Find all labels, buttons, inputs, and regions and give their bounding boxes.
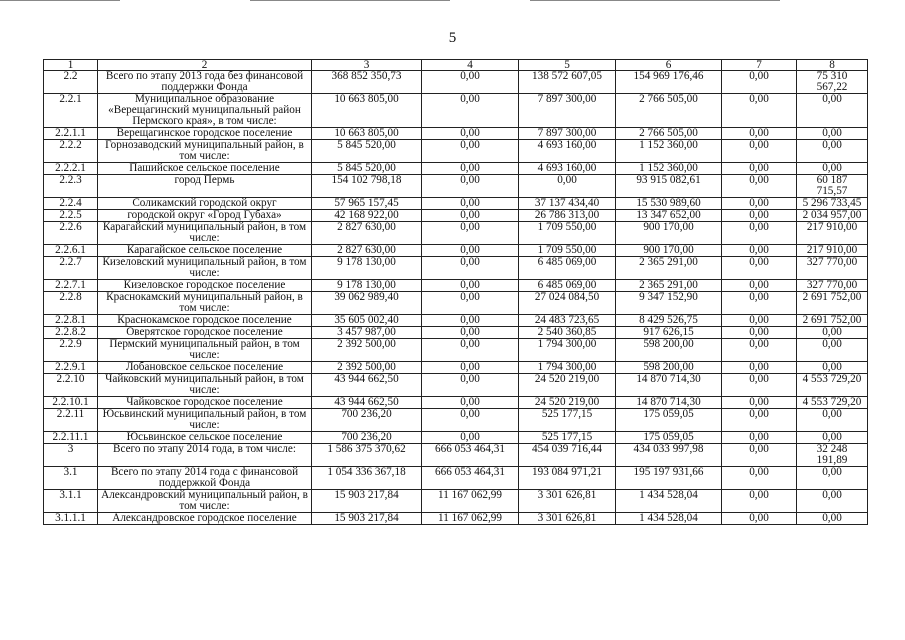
cell-fund-share: 0,00 [422, 257, 519, 280]
cell-other-sources: 0,00 [722, 257, 797, 280]
cell-local-budget: 434 033 997,98 [616, 444, 722, 467]
cell-fund-share: 0,00 [422, 374, 519, 397]
cell-local-budget: 195 197 931,66 [616, 467, 722, 490]
cell-regional-budget: 193 084 971,21 [519, 467, 616, 490]
cell-extra-funds: 0,00 [797, 409, 868, 432]
cell-other-sources: 0,00 [722, 409, 797, 432]
cell-total-cost: 42 168 922,00 [312, 210, 422, 222]
cell-local-budget: 900 170,00 [616, 245, 722, 257]
cell-regional-budget: 1 794 300,00 [519, 362, 616, 374]
cell-fund-share: 0,00 [422, 140, 519, 163]
cell-other-sources: 0,00 [722, 490, 797, 513]
header-cell: 1 [44, 60, 98, 71]
cell-regional-budget: 6 485 069,00 [519, 280, 616, 292]
cell-other-sources: 0,00 [722, 362, 797, 374]
cell-row-name: Оверятское городское поселение [98, 327, 312, 339]
cell-other-sources: 0,00 [722, 339, 797, 362]
cell-other-sources: 0,00 [722, 292, 797, 315]
table-row [44, 292, 868, 315]
cell-extra-funds: 2 034 957,00 [797, 210, 868, 222]
cell-row-name: Горнозаводский муниципальный район, в том числе: [98, 140, 312, 163]
cell-total-cost: 1 586 375 370,62 [312, 444, 422, 467]
cell-extra-funds: 0,00 [797, 163, 868, 175]
cell-row-name: Пашийское сельское поселение [98, 163, 312, 175]
cell-extra-funds: 0,00 [797, 362, 868, 374]
cell-local-budget: 2 766 505,00 [616, 128, 722, 140]
cell-regional-budget: 26 786 313,00 [519, 210, 616, 222]
table-row [44, 409, 868, 432]
cell-fund-share: 0,00 [422, 222, 519, 245]
cell-row-name: Краснокамский муниципальный район, в том числе: [98, 292, 312, 315]
cell-row-name: Краснокамское городское поселение [98, 315, 312, 327]
cell-row-name: Александровский муниципальный район, в том числе: [98, 490, 312, 513]
cell-regional-budget: 525 177,15 [519, 409, 616, 432]
cell-other-sources: 0,00 [722, 327, 797, 339]
header-cell: 4 [422, 60, 519, 71]
cell-fund-share: 0,00 [422, 409, 519, 432]
cell-fund-share: 0,00 [422, 128, 519, 140]
cell-extra-funds: 2 691 752,00 [797, 315, 868, 327]
cell-total-cost: 2 827 630,00 [312, 222, 422, 245]
cell-fund-share: 0,00 [422, 280, 519, 292]
cell-extra-funds: 327 770,00 [797, 280, 868, 292]
cell-local-budget: 175 059,05 [616, 432, 722, 444]
cell-extra-funds: 0,00 [797, 490, 868, 513]
cell-row-number: 2.2.8.2 [44, 327, 98, 339]
cell-total-cost: 43 944 662,50 [312, 397, 422, 409]
cell-local-budget: 9 347 152,90 [616, 292, 722, 315]
cell-other-sources: 0,00 [722, 140, 797, 163]
cell-local-budget: 1 152 360,00 [616, 140, 722, 163]
cell-fund-share: 0,00 [422, 327, 519, 339]
cell-fund-share: 0,00 [422, 362, 519, 374]
cell-row-name: город Пермь [98, 175, 312, 198]
cell-extra-funds: 0,00 [797, 94, 868, 128]
cell-row-number: 2.2.10 [44, 374, 98, 397]
cell-fund-share: 11 167 062,99 [422, 490, 519, 513]
cell-local-budget: 2 766 505,00 [616, 94, 722, 128]
cell-regional-budget: 1 709 550,00 [519, 245, 616, 257]
cell-row-name: Лобановское сельское поселение [98, 362, 312, 374]
cell-total-cost: 700 236,20 [312, 409, 422, 432]
cell-regional-budget: 6 485 069,00 [519, 257, 616, 280]
cell-fund-share: 0,00 [422, 245, 519, 257]
cell-other-sources: 0,00 [722, 397, 797, 409]
cell-row-name: Пермский муниципальный район, в том числе: [98, 339, 312, 362]
cell-extra-funds: 327 770,00 [797, 257, 868, 280]
cell-local-budget: 1 434 528,04 [616, 490, 722, 513]
cell-row-number: 3.1 [44, 467, 98, 490]
header-cell: 8 [797, 60, 868, 71]
table-row [44, 222, 868, 245]
funding-table [43, 59, 868, 525]
table-row [44, 374, 868, 397]
cell-fund-share: 0,00 [422, 163, 519, 175]
cell-row-number: 2.2.4 [44, 198, 98, 210]
cell-extra-funds: 75 310 567,22 [797, 71, 868, 94]
cell-total-cost: 2 392 500,00 [312, 339, 422, 362]
cell-other-sources: 0,00 [722, 163, 797, 175]
cell-row-name: Кизеловский муниципальный район, в том числе: [98, 257, 312, 280]
cell-extra-funds: 0,00 [797, 140, 868, 163]
cell-regional-budget: 24 520 219,00 [519, 374, 616, 397]
cell-extra-funds: 0,00 [797, 513, 868, 525]
table-row [44, 315, 868, 327]
cell-row-number: 3.1.1.1 [44, 513, 98, 525]
cell-regional-budget: 1 709 550,00 [519, 222, 616, 245]
cell-local-budget: 175 059,05 [616, 409, 722, 432]
cell-fund-share: 0,00 [422, 198, 519, 210]
cell-other-sources: 0,00 [722, 432, 797, 444]
cell-row-name: Верещагинское городское поселение [98, 128, 312, 140]
cell-total-cost: 368 852 350,73 [312, 71, 422, 94]
table-row [44, 257, 868, 280]
cell-extra-funds: 5 296 733,45 [797, 198, 868, 210]
cell-total-cost: 3 457 987,00 [312, 327, 422, 339]
cell-extra-funds: 0,00 [797, 339, 868, 362]
top-rule-left [0, 0, 120, 1]
table-row [44, 467, 868, 490]
cell-total-cost: 15 903 217,84 [312, 513, 422, 525]
cell-row-number: 3.1.1 [44, 490, 98, 513]
table-row [44, 444, 868, 467]
header-cell: 6 [616, 60, 722, 71]
cell-regional-budget: 525 177,15 [519, 432, 616, 444]
table-row [44, 245, 868, 257]
cell-row-name: Чайковский муниципальный район, в том числе: [98, 374, 312, 397]
table-row [44, 140, 868, 163]
cell-row-name: Юсьвинское сельское поселение [98, 432, 312, 444]
cell-total-cost: 5 845 520,00 [312, 140, 422, 163]
table-row [44, 280, 868, 292]
cell-extra-funds: 217 910,00 [797, 245, 868, 257]
top-rule-middle [250, 0, 450, 1]
cell-local-budget: 14 870 714,30 [616, 397, 722, 409]
table-row [44, 327, 868, 339]
cell-total-cost: 2 827 630,00 [312, 245, 422, 257]
cell-total-cost: 57 965 157,45 [312, 198, 422, 210]
cell-local-budget: 1 152 360,00 [616, 163, 722, 175]
cell-extra-funds: 0,00 [797, 432, 868, 444]
cell-total-cost: 39 062 989,40 [312, 292, 422, 315]
cell-extra-funds: 4 553 729,20 [797, 374, 868, 397]
header-cell: 7 [722, 60, 797, 71]
cell-regional-budget: 24 520 219,00 [519, 397, 616, 409]
cell-row-name: городской округ «Город Губаха» [98, 210, 312, 222]
cell-regional-budget: 0,00 [519, 175, 616, 198]
table-row [44, 490, 868, 513]
cell-row-number: 2.2 [44, 71, 98, 94]
cell-row-name: Александровское городское поселение [98, 513, 312, 525]
cell-fund-share: 0,00 [422, 315, 519, 327]
cell-total-cost: 700 236,20 [312, 432, 422, 444]
cell-extra-funds: 60 187 715,57 [797, 175, 868, 198]
cell-regional-budget: 37 137 434,40 [519, 198, 616, 210]
header-cell: 5 [519, 60, 616, 71]
cell-other-sources: 0,00 [722, 175, 797, 198]
cell-total-cost: 10 663 805,00 [312, 128, 422, 140]
cell-fund-share: 0,00 [422, 292, 519, 315]
cell-extra-funds: 0,00 [797, 327, 868, 339]
cell-row-number: 2.2.7.1 [44, 280, 98, 292]
cell-other-sources: 0,00 [722, 128, 797, 140]
cell-other-sources: 0,00 [722, 222, 797, 245]
cell-regional-budget: 3 301 626,81 [519, 513, 616, 525]
cell-local-budget: 13 347 652,00 [616, 210, 722, 222]
cell-extra-funds: 217 910,00 [797, 222, 868, 245]
cell-total-cost: 43 944 662,50 [312, 374, 422, 397]
cell-regional-budget: 4 693 160,00 [519, 163, 616, 175]
cell-row-number: 3 [44, 444, 98, 467]
table-row [44, 128, 868, 140]
cell-local-budget: 2 365 291,00 [616, 280, 722, 292]
cell-row-number: 2.2.11 [44, 409, 98, 432]
cell-other-sources: 0,00 [722, 444, 797, 467]
table-row [44, 397, 868, 409]
cell-total-cost: 154 102 798,18 [312, 175, 422, 198]
table-row [44, 513, 868, 525]
header-cell: 2 [98, 60, 312, 71]
cell-other-sources: 0,00 [722, 94, 797, 128]
cell-row-number: 2.2.9.1 [44, 362, 98, 374]
cell-row-name: Чайковское городское поселение [98, 397, 312, 409]
cell-other-sources: 0,00 [722, 198, 797, 210]
table-row [44, 362, 868, 374]
cell-other-sources: 0,00 [722, 280, 797, 292]
cell-extra-funds: 4 553 729,20 [797, 397, 868, 409]
cell-fund-share: 11 167 062,99 [422, 513, 519, 525]
cell-total-cost: 15 903 217,84 [312, 490, 422, 513]
cell-other-sources: 0,00 [722, 315, 797, 327]
cell-total-cost: 2 392 500,00 [312, 362, 422, 374]
table-row [44, 198, 868, 210]
cell-fund-share: 0,00 [422, 432, 519, 444]
cell-row-number: 2.2.7 [44, 257, 98, 280]
cell-other-sources: 0,00 [722, 245, 797, 257]
table-header-row [44, 60, 868, 71]
cell-local-budget: 598 200,00 [616, 362, 722, 374]
cell-row-name: Всего по этапу 2013 года без финансовой поддержки Фонда [98, 71, 312, 94]
cell-total-cost: 35 605 002,40 [312, 315, 422, 327]
cell-fund-share: 0,00 [422, 397, 519, 409]
cell-regional-budget: 3 301 626,81 [519, 490, 616, 513]
cell-row-name: Соликамский городской округ [98, 198, 312, 210]
cell-fund-share: 0,00 [422, 210, 519, 222]
cell-local-budget: 154 969 176,46 [616, 71, 722, 94]
cell-local-budget: 1 434 528,04 [616, 513, 722, 525]
cell-row-number: 2.2.5 [44, 210, 98, 222]
cell-row-number: 2.2.8.1 [44, 315, 98, 327]
table-row [44, 210, 868, 222]
cell-row-number: 2.2.2.1 [44, 163, 98, 175]
cell-row-number: 2.2.8 [44, 292, 98, 315]
cell-regional-budget: 24 483 723,65 [519, 315, 616, 327]
cell-other-sources: 0,00 [722, 71, 797, 94]
cell-row-name: Юсьвинский муниципальный район, в том числе: [98, 409, 312, 432]
cell-fund-share: 666 053 464,31 [422, 467, 519, 490]
cell-fund-share: 0,00 [422, 71, 519, 94]
cell-row-number: 2.2.3 [44, 175, 98, 198]
cell-other-sources: 0,00 [722, 513, 797, 525]
cell-row-name: Всего по этапу 2014 года с финансовой поддержкой Фонда [98, 467, 312, 490]
table-row [44, 339, 868, 362]
cell-total-cost: 5 845 520,00 [312, 163, 422, 175]
cell-row-name: Карагайское сельское поселение [98, 245, 312, 257]
cell-regional-budget: 27 024 084,50 [519, 292, 616, 315]
top-rule-right [530, 0, 780, 1]
table-row [44, 175, 868, 198]
cell-row-name: Муниципальное образование «Верещагинский муниципальный район Пермского края», в том числе: [98, 94, 312, 128]
cell-fund-share: 666 053 464,31 [422, 444, 519, 467]
cell-local-budget: 900 170,00 [616, 222, 722, 245]
cell-row-number: 2.2.2 [44, 140, 98, 163]
cell-regional-budget: 138 572 607,05 [519, 71, 616, 94]
cell-regional-budget: 1 794 300,00 [519, 339, 616, 362]
cell-row-number: 2.2.9 [44, 339, 98, 362]
cell-extra-funds: 32 248 191,89 [797, 444, 868, 467]
cell-total-cost: 9 178 130,00 [312, 280, 422, 292]
cell-extra-funds: 0,00 [797, 128, 868, 140]
page-number: 5 [448, 30, 457, 46]
cell-local-budget: 15 530 989,60 [616, 198, 722, 210]
cell-row-name: Карагайский муниципальный район, в том числе: [98, 222, 312, 245]
cell-local-budget: 8 429 526,75 [616, 315, 722, 327]
cell-total-cost: 9 178 130,00 [312, 257, 422, 280]
cell-row-number: 2.2.6.1 [44, 245, 98, 257]
cell-local-budget: 598 200,00 [616, 339, 722, 362]
cell-other-sources: 0,00 [722, 210, 797, 222]
cell-local-budget: 2 365 291,00 [616, 257, 722, 280]
cell-fund-share: 0,00 [422, 175, 519, 198]
cell-total-cost: 10 663 805,00 [312, 94, 422, 128]
cell-row-number: 2.2.1 [44, 94, 98, 128]
table-row [44, 163, 868, 175]
table-row [44, 432, 868, 444]
table-row [44, 94, 868, 128]
table-row [44, 71, 868, 94]
cell-extra-funds: 2 691 752,00 [797, 292, 868, 315]
cell-row-number: 2.2.1.1 [44, 128, 98, 140]
cell-regional-budget: 4 693 160,00 [519, 140, 616, 163]
cell-other-sources: 0,00 [722, 374, 797, 397]
cell-row-number: 2.2.10.1 [44, 397, 98, 409]
cell-total-cost: 1 054 336 367,18 [312, 467, 422, 490]
cell-local-budget: 14 870 714,30 [616, 374, 722, 397]
cell-regional-budget: 2 540 360,85 [519, 327, 616, 339]
cell-local-budget: 93 915 082,61 [616, 175, 722, 198]
cell-fund-share: 0,00 [422, 94, 519, 128]
cell-fund-share: 0,00 [422, 339, 519, 362]
cell-other-sources: 0,00 [722, 467, 797, 490]
header-cell: 3 [312, 60, 422, 71]
cell-extra-funds: 0,00 [797, 467, 868, 490]
cell-row-name: Всего по этапу 2014 года, в том числе: [98, 444, 312, 467]
cell-row-name: Кизеловское городское поселение [98, 280, 312, 292]
cell-row-number: 2.2.6 [44, 222, 98, 245]
cell-local-budget: 917 626,15 [616, 327, 722, 339]
cell-regional-budget: 7 897 300,00 [519, 94, 616, 128]
cell-regional-budget: 454 039 716,44 [519, 444, 616, 467]
cell-row-number: 2.2.11.1 [44, 432, 98, 444]
cell-regional-budget: 7 897 300,00 [519, 128, 616, 140]
